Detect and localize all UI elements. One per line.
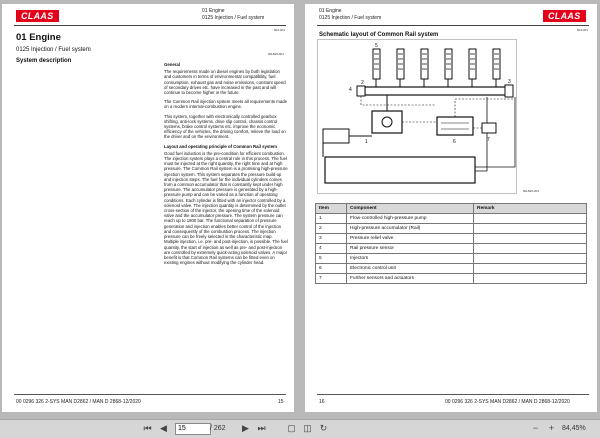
section-heading-layout: Layout and operating principle of Common Rail system [164,143,277,149]
claas-logo: CLAAS [543,10,586,22]
cell-item: 5 [316,254,347,264]
callout-4: 4 [349,87,352,93]
cell-item: 2 [316,224,347,234]
last-page-icon[interactable]: ⏭ [257,423,266,433]
reference-code: 90HW2-001 [268,52,285,56]
pressure-relief-valve [505,85,513,97]
callout-7: 7 [487,137,490,143]
header-line-1: 01 Engine [202,8,225,14]
table-row [316,274,587,284]
zoom-out-icon[interactable]: − [532,423,539,433]
table-row [316,244,587,254]
page-number: 16 [319,399,325,405]
cell-component: Electronic control unit [347,264,474,274]
cell-item: 7 [316,274,347,284]
cell-remark [474,244,587,254]
rail-pressure-sensor [357,86,365,96]
page-total: / 262 [210,425,226,432]
injector-5 [469,49,476,79]
two-page-icon[interactable]: ◫ [303,423,312,433]
paragraph: Good fuel induction is the pre-condition for efficient combustion. The injection system plays a central role in this process. The fuel must be injected at the right quantity, the right time and at high pressure. The Common Rail system is a promising high-pressure injection system. This system separates the pressure build-up and injection steps. The fuel for the individual cylinders comes from a common accumulator that is constantly kept under high pressure. The accumulator pressure is generated by a high-pressure pump and can be varied as a function of operating conditions. Each cylinder is fitted with an injector controlled by a solenoid valve. The injection quantity is determined by the outlet cross-section of the injector, the opening time of the solenoid valve and the accumulator pressure. The system pressure can reach up to 1800 bar. The functional separation of pressure generation and injection enables better control of the injection and consequently of the combustion process. The injection pressure can be freely selected in the characteristic map. Multiple injection, i.e. pre- and post-injection, is possible. The fuel quantity, the start of injection as well as pre- and post-injection are controlled by extremely quick-acting solenoid valves. A major benefit is that Common Rail systems can be fitted even on existing engines without modifying the cylinder head. [164,150,288,266]
callout-5: 5 [375,43,378,49]
first-page-icon[interactable]: ⏮ [143,423,152,433]
cell-remark [474,254,587,264]
viewer-toolbar [0,419,600,438]
column-header-remark: Remark [474,204,587,214]
injector-2 [397,49,404,79]
cell-component: Rail pressure sensor [347,244,474,254]
zoom-level[interactable]: 84,45% [562,425,586,432]
fit-page-icon[interactable]: ▢ [287,423,296,433]
table-row [316,254,587,264]
next-page-icon[interactable]: ▶ [242,423,249,433]
callout-3: 3 [508,79,511,85]
rotate-icon[interactable]: ↻ [319,423,328,433]
high-pressure-pump [372,111,402,133]
corner-code: 904-001 [274,28,286,32]
section-heading-general: General [164,62,181,67]
right-page [305,4,597,412]
table-row [316,214,587,224]
section-title: 0125 Injection / Fuel system [16,47,91,53]
sensors-and-actuators [482,123,496,133]
cell-item: 1 [316,214,347,224]
injector-3 [421,49,428,79]
page-header [202,8,264,22]
callout-1: 1 [365,139,368,145]
injector-6 [493,49,500,79]
claas-logo: CLAAS [16,10,59,22]
column-header-component: Component [347,204,474,214]
cell-remark [474,214,587,224]
paragraph: The requirements made on diesel engines by both legislation and customers in terms of environmental compatibility, fuel consumption, exhaust gas and noise emissions, constant speed of secondary drives etc. have increased in the past and will continue to become higher in the future. [164,69,286,96]
cell-item: 6 [316,264,347,274]
cell-component: Pressure relief valve [347,234,474,244]
footer-rule [317,394,589,395]
footer-document-code: 00 0296 326 2-SYS MAN D2862 / MAN D 2868-12/2020 [16,399,141,405]
cell-component: Flow-controlled high-pressure pump [347,214,474,224]
column-header-item: Item [316,204,347,214]
left-page [2,4,294,412]
diagram-title: Schematic layout of Common Rail system [319,32,439,38]
header-rule [14,25,286,26]
callout-2: 2 [361,80,364,86]
injector-4 [445,49,452,79]
table-row [316,264,587,274]
cell-remark [474,264,587,274]
zoom-in-icon[interactable]: + [548,423,555,433]
cell-remark [474,274,587,284]
header-line-2: 0125 Injection / Fuel system [319,15,382,21]
subsection-title: System description [16,58,72,64]
system-description-text [164,62,288,269]
paragraph: This system, together with electronically controlled gearbox shifting, anti-lock systems, drive slip control, chassis control systems, brake control systems etc. improve the economic efficiency of the vehicles, the driving comfort, relieve the load on the driver and on the environment. [164,113,286,140]
injector-lines [376,79,496,87]
header-line-1: 01 Engine [319,8,342,14]
page-number: 15 [278,399,284,405]
cell-remark [474,224,587,234]
corner-code: 904-001 [577,28,589,32]
callout-6: 6 [453,139,456,145]
cell-item: 3 [316,234,347,244]
fuel-tank [325,157,475,183]
header-line-2: 0125 Injection / Fuel system [202,15,265,21]
cell-item: 4 [316,244,347,254]
cell-component: Injectors [347,254,474,264]
header-rule [317,25,589,26]
previous-page-icon[interactable]: ◀ [160,423,167,433]
electronic-control-unit [437,117,473,135]
fuel-filter [323,129,349,143]
footer-document-code: 00 0296 326 2-SYS MAN D2862 / MAN D 2868-12/2020 [445,399,570,405]
footer-rule [14,394,286,395]
high-pressure-rail [365,87,507,95]
common-rail-schematic [317,39,517,194]
return-lines [475,97,515,171]
cell-remark [474,234,587,244]
injector-1 [373,49,380,79]
table-row [316,224,587,234]
page-number-input[interactable] [175,423,211,435]
page-header [319,8,381,22]
cell-component: Further sensors and actuators [347,274,474,284]
paragraph: The Common Rail injection system meets all requirements made on a modern internal-combustion engine. [164,99,287,110]
cell-component: High-pressure accumulator (Rail) [347,224,474,234]
chapter-title: 01 Engine [16,32,61,43]
diagram-reference: 90HW2-001 [523,189,540,193]
table-header-row [316,204,587,214]
component-table [315,203,587,284]
table-row [316,234,587,244]
